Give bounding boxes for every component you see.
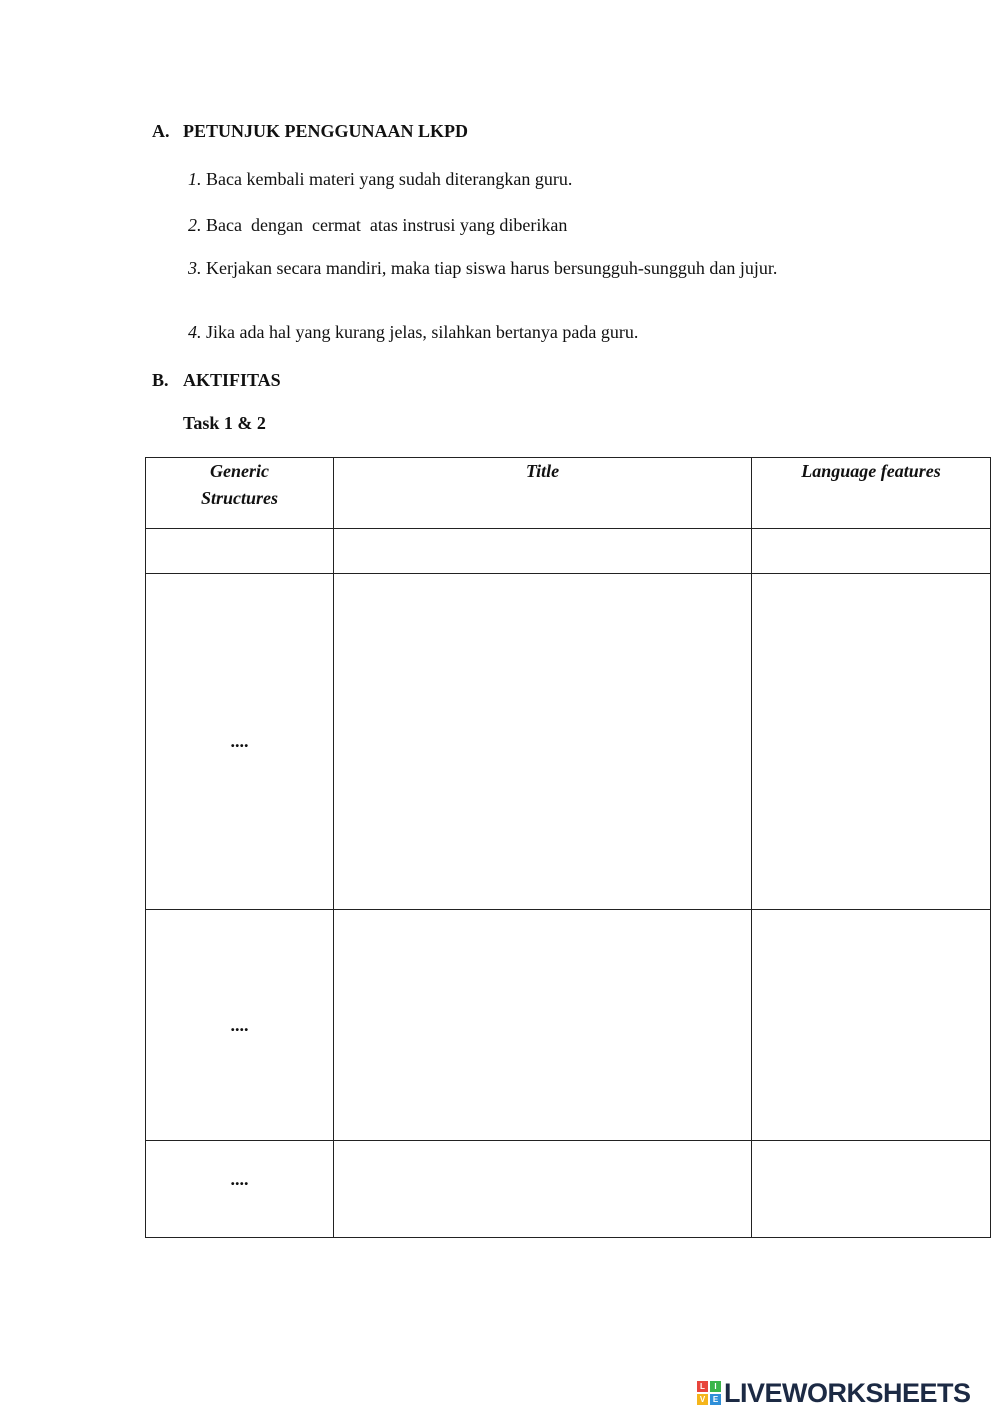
table-row [146, 910, 991, 1141]
generic-structure-cell[interactable]: .... [146, 910, 334, 1141]
table-row [146, 1141, 991, 1238]
instruction-item-3 [188, 258, 777, 279]
instruction-text: Kerjakan secara mandiri, maka tiap siswa harus bersungguh-sungguh dan jujur. [206, 258, 778, 278]
logo-mark-letter: V [697, 1394, 708, 1405]
title-cell[interactable] [334, 910, 752, 1141]
instruction-number: 2. [188, 215, 202, 235]
instruction-text: Baca dengan cermat atas instrusi yang diberikan [206, 215, 568, 235]
logo-mark-letter: E [710, 1394, 721, 1405]
instruction-item-1 [188, 169, 572, 190]
header-title-label: Title [525, 461, 560, 481]
table-row [146, 574, 991, 910]
language-features-cell[interactable] [752, 529, 991, 574]
liveworksheets-mark-icon [697, 1381, 721, 1405]
task-heading: Task 1 & 2 [183, 413, 266, 433]
header-generic-structures [146, 458, 334, 529]
instruction-number: 1. [188, 169, 202, 189]
instruction-item-2 [188, 215, 567, 236]
generic-structure-cell[interactable]: .... [146, 574, 334, 910]
logo-mark-letter: I [710, 1381, 721, 1392]
table-header-row [146, 458, 991, 529]
header-language-label: Language features [801, 461, 941, 481]
section-a-letter: A. [152, 121, 170, 141]
generic-structure-cell[interactable]: .... [146, 1141, 334, 1238]
generic-structure-cell[interactable] [146, 529, 334, 574]
liveworksheets-logo [697, 1378, 971, 1408]
liveworksheets-text: LIVEWORKSHEETS [724, 1377, 971, 1408]
language-features-cell[interactable] [752, 574, 991, 910]
instruction-item-4 [188, 322, 638, 343]
language-features-cell[interactable] [752, 910, 991, 1141]
header-generic-line2: Structures [200, 488, 279, 508]
worksheet-table [145, 457, 991, 1238]
title-cell[interactable] [334, 1141, 752, 1238]
section-b-heading [152, 370, 281, 391]
section-a-heading [152, 121, 468, 142]
instruction-text: Baca kembali materi yang sudah diterangkan guru. [206, 169, 573, 189]
table-row [146, 529, 991, 574]
header-language-features [752, 458, 991, 529]
section-b-letter: B. [152, 370, 169, 390]
instruction-text: Jika ada hal yang kurang jelas, silahkan bertanya pada guru. [206, 322, 639, 342]
header-title [334, 458, 752, 529]
section-b-title: AKTIFITAS [183, 370, 281, 390]
section-a-title: PETUNJUK PENGGUNAAN LKPD [183, 121, 469, 141]
title-cell[interactable] [334, 574, 752, 910]
instruction-number: 4. [188, 322, 202, 342]
title-cell[interactable] [334, 529, 752, 574]
instruction-number: 3. [188, 258, 202, 278]
header-generic-line1: Generic [210, 461, 269, 481]
logo-mark-letter: L [697, 1381, 708, 1392]
language-features-cell[interactable] [752, 1141, 991, 1238]
